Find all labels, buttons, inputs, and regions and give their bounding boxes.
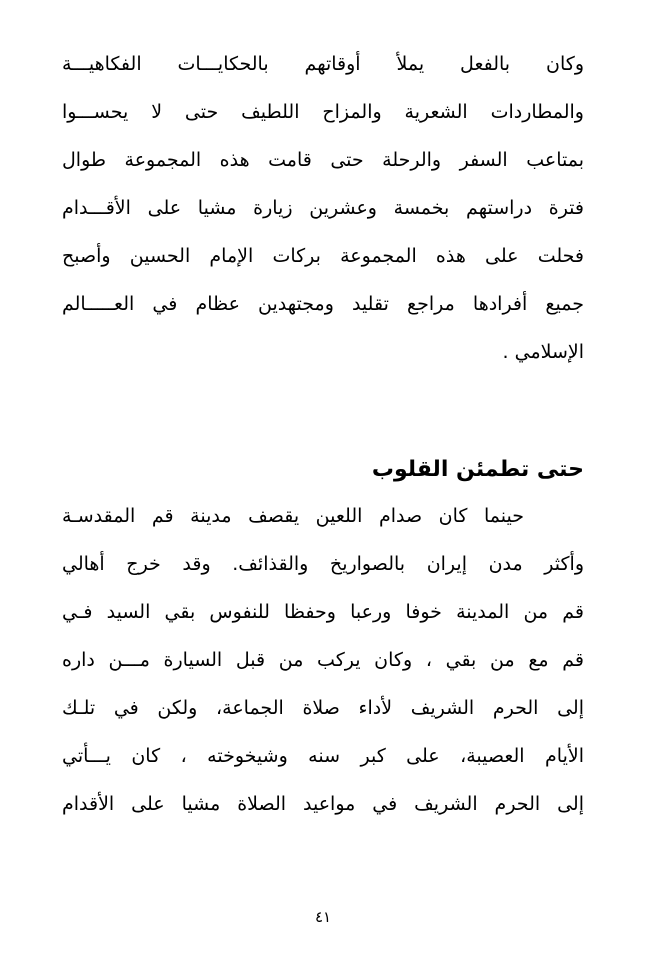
page-body (62, 40, 584, 828)
text-line: والمطاردات الشعرية والمزاح اللطيف حتى لا يحســـوا (62, 101, 584, 123)
page-number: ٤١ (314, 908, 332, 926)
paragraph-intro (62, 40, 584, 376)
text-line: حينما كان صدام اللعين يقصف مدينة قم المقدسـة (62, 505, 524, 527)
text-line: فترة دراستهم بخمسة وعشرين زيارة مشيا على الأقـــدام (62, 197, 584, 219)
text-line: قم من المدينة خوفا ورعبا وحفظا للنفوس بقي السيد فـي (62, 601, 584, 623)
text-line: فحلت على هذه المجموعة بركات الإمام الحسين وأصبح (62, 245, 584, 267)
text-line: الإسلامي . (502, 341, 584, 363)
text-line: وكان بالفعل يملأ أوقاتهم بالحكايـــات الفكاهيـــة (62, 53, 584, 75)
text-line: إلى الحرم الشريف لأداء صلاة الجماعة، ولكن في تلـك (62, 697, 584, 719)
text-line: جميع أفرادها مراجع تقليد ومجتهدين عظام في العـــــالم (62, 293, 584, 315)
paragraph-story (62, 492, 584, 828)
text-line: بمتاعب السفر والرحلة حتى قامت هذه المجموعة طوال (62, 149, 584, 171)
text-line: وأكثر مدن إيران بالصواريخ والقذائف. وقد خرج أهالي (62, 553, 584, 575)
text-line: قم مع من بقي ، وكان يركب من قبل السيارة مـــن داره (62, 649, 584, 671)
text-line: الأيام العصيبة، على كبر سنه وشيخوخته ، كان يـــأتي (62, 745, 584, 767)
text-line: إلى الحرم الشريف في مواعيد الصلاة مشيا على الأقدام (62, 793, 584, 815)
section-heading: حتى تطمئن القلوب (371, 457, 584, 482)
